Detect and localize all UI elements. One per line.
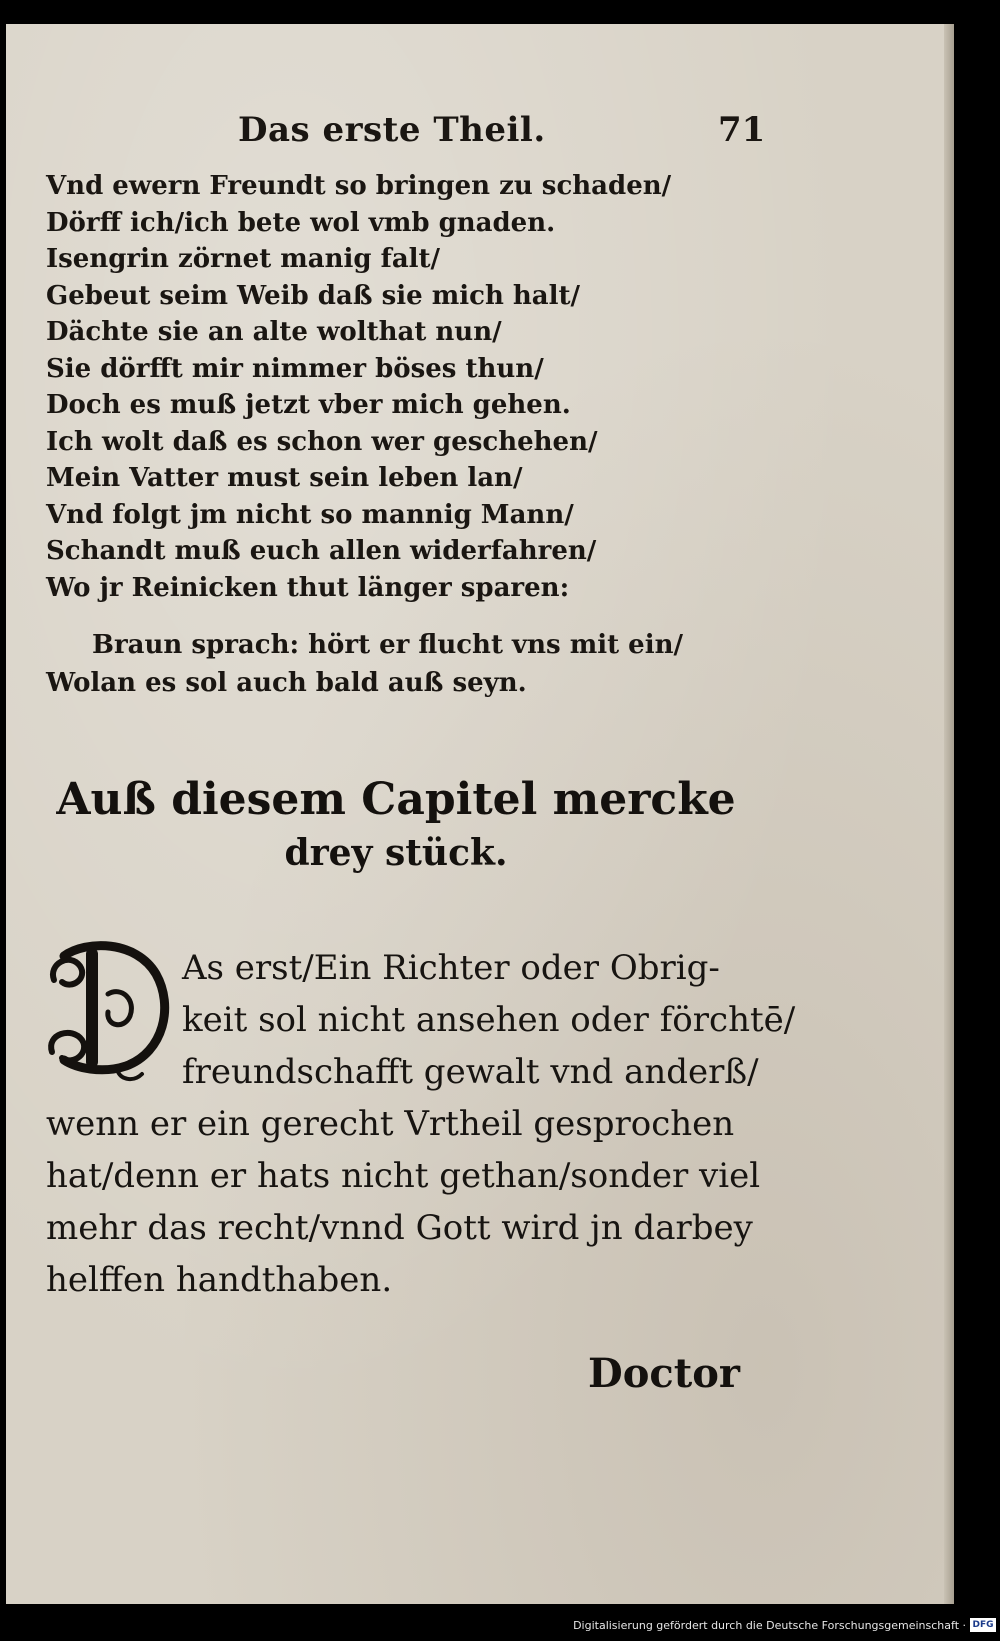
prose-line: As erst/Ein Richter oder Obrig- [182, 948, 720, 988]
section-heading [46, 772, 746, 878]
verse-line: Dächte sie an alte wolthat nun/ [46, 317, 502, 347]
verse-line: Schandt muß euch allen widerfahren/ [46, 536, 597, 566]
prose-line: mehr das recht/vnnd Gott wird jn darbey [46, 1208, 753, 1248]
funding-credit: Digitalisierung gefördert durch die Deutsche Forschungsgemeinschaft · [573, 1619, 966, 1632]
prose-line: hat/denn er hats nicht gethan/sonder viel [46, 1156, 761, 1196]
prose-line: helffen handthaben. [46, 1260, 393, 1300]
heading-line-1: Auß diesem Capitel mercke [56, 774, 736, 825]
verse-block-2 [46, 626, 766, 702]
verse-block-1 [46, 168, 766, 606]
verse-line: Sie dörfft mir nimmer böses thun/ [46, 353, 544, 384]
verse-line: Wo jr Reinicken thut länger sparen: [46, 572, 570, 603]
page-number: 71 [718, 110, 766, 150]
verse-line: Mein Vatter must sein leben lan/ [46, 463, 523, 493]
page-header [6, 110, 954, 156]
prose-line: keit sol nicht ansehen oder förchtē/ [182, 1000, 796, 1040]
running-title: Das erste Theil. [238, 110, 546, 150]
prose-line: freundschafft gewalt vnd anderß/ [182, 1052, 759, 1092]
verse-line: Doch es muß jetzt vber mich gehen. [46, 390, 571, 420]
verse-line: Isengrin zörnet manig falt/ [46, 244, 441, 274]
page-edge [944, 24, 954, 1604]
catchword: Doctor [588, 1350, 740, 1397]
verse-line: Vnd ewern Freundt so bringen zu schaden/ [46, 171, 672, 201]
verse-line: Braun sprach: hört er flucht vns mit ein/ [92, 630, 683, 660]
heading-line-2: drey stück. [284, 832, 508, 874]
prose-paragraph [46, 942, 796, 1306]
verse-line: Dörff ich/ich bete wol vmb gnaden. [46, 207, 556, 238]
footer-bar [0, 1614, 1000, 1641]
book-page [6, 24, 954, 1604]
verse-line: Vnd folgt jm nicht so mannig Mann/ [46, 499, 574, 530]
verse-line: Ich wolt daß es schon wer geschehen/ [46, 426, 598, 457]
verse-line: Wolan es sol auch bald auß seyn. [46, 668, 527, 698]
verse-line: Gebeut seim Weib daß sie mich halt/ [46, 280, 581, 311]
prose-line: wenn er ein gerecht Vrtheil gesprochen [46, 1104, 735, 1144]
dfg-logo: DFG [970, 1618, 996, 1632]
